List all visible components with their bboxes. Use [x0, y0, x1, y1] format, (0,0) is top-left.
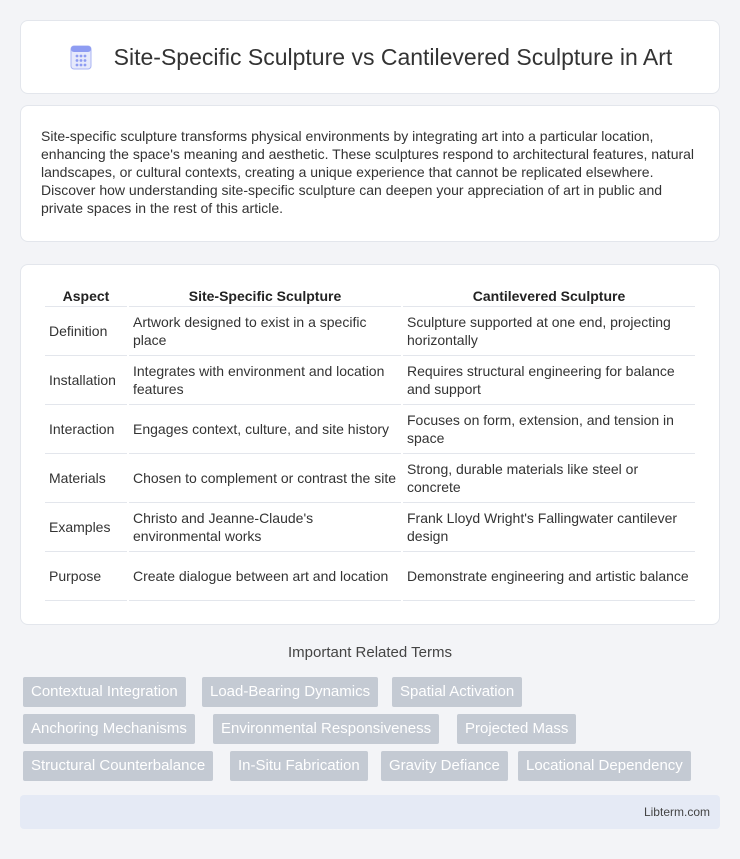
comparison-table — [43, 285, 697, 601]
table-row — [45, 405, 695, 454]
title-card — [20, 20, 720, 94]
row-aspect: Purpose — [45, 552, 127, 601]
tag-anchoring-mechanisms[interactable]: Anchoring Mechanisms — [23, 714, 195, 744]
row-aspect: Interaction — [45, 405, 127, 454]
table-row — [45, 307, 695, 356]
tag-projected-mass[interactable]: Projected Mass — [457, 714, 576, 744]
tag-structural-counterbalance[interactable]: Structural Counterbalance — [23, 751, 213, 781]
intro-paragraph: Site-specific sculpture transforms physical environments by integrating art into a particular location, enhancing the space's meaning and aesthetic. These sculptures respond to architectural features, natural landscapes, or cultural contexts, creating a unique experience that cannot be replicated elsewhere. Discover how understanding site-specific sculpture can deepen your appreciation of art in public and private spaces in the rest of this article. — [41, 128, 695, 216]
table-row — [45, 552, 695, 601]
table-row — [45, 356, 695, 405]
tag-in-situ-fabrication[interactable]: In-Situ Fabrication — [230, 751, 368, 781]
related-terms-title: Important Related Terms — [288, 644, 452, 661]
row-cantilevered: Focuses on form, extension, and tension in space — [403, 405, 695, 454]
row-cantilevered: Sculpture supported at one end, projecting horizontally — [403, 307, 695, 356]
row-site-specific: Integrates with environment and location features — [129, 356, 401, 405]
row-site-specific: Chosen to complement or contrast the site — [129, 454, 401, 503]
row-aspect: Examples — [45, 503, 127, 552]
tag-spatial-activation[interactable]: Spatial Activation — [392, 677, 522, 707]
row-site-specific: Create dialogue between art and location — [129, 552, 401, 601]
comparison-table-card — [20, 264, 720, 625]
document-list-icon — [68, 44, 94, 70]
table-header-row — [45, 285, 695, 307]
header-site-specific: Site-Specific Sculpture — [129, 285, 401, 307]
row-cantilevered: Demonstrate engineering and artistic balance — [403, 552, 695, 601]
tag-contextual-integration[interactable]: Contextual Integration — [23, 677, 186, 707]
row-site-specific: Engages context, culture, and site history — [129, 405, 401, 454]
tag-load-bearing-dynamics[interactable]: Load-Bearing Dynamics — [202, 677, 378, 707]
tag-environmental-responsiveness[interactable]: Environmental Responsiveness — [213, 714, 439, 744]
row-site-specific: Christo and Jeanne-Claude's environmental works — [129, 503, 401, 552]
table-row — [45, 503, 695, 552]
row-aspect: Materials — [45, 454, 127, 503]
row-aspect: Definition — [45, 307, 127, 356]
intro-card — [20, 105, 720, 242]
page-title: Site-Specific Sculpture vs Cantilevered Sculpture in Art — [113, 43, 673, 70]
row-cantilevered: Requires structural engineering for balance and support — [403, 356, 695, 405]
footer-brand[interactable]: Libterm.com — [643, 805, 710, 819]
header-aspect: Aspect — [45, 285, 127, 307]
footer — [20, 795, 720, 829]
tag-locational-dependency[interactable]: Locational Dependency — [518, 751, 691, 781]
row-aspect: Installation — [45, 356, 127, 405]
tag-gravity-defiance[interactable]: Gravity Defiance — [381, 751, 508, 781]
row-cantilevered: Strong, durable materials like steel or concrete — [403, 454, 695, 503]
table-row — [45, 454, 695, 503]
header-cantilevered: Cantilevered Sculpture — [403, 285, 695, 307]
row-site-specific: Artwork designed to exist in a specific place — [129, 307, 401, 356]
row-cantilevered: Frank Lloyd Wright's Fallingwater cantilever design — [403, 503, 695, 552]
